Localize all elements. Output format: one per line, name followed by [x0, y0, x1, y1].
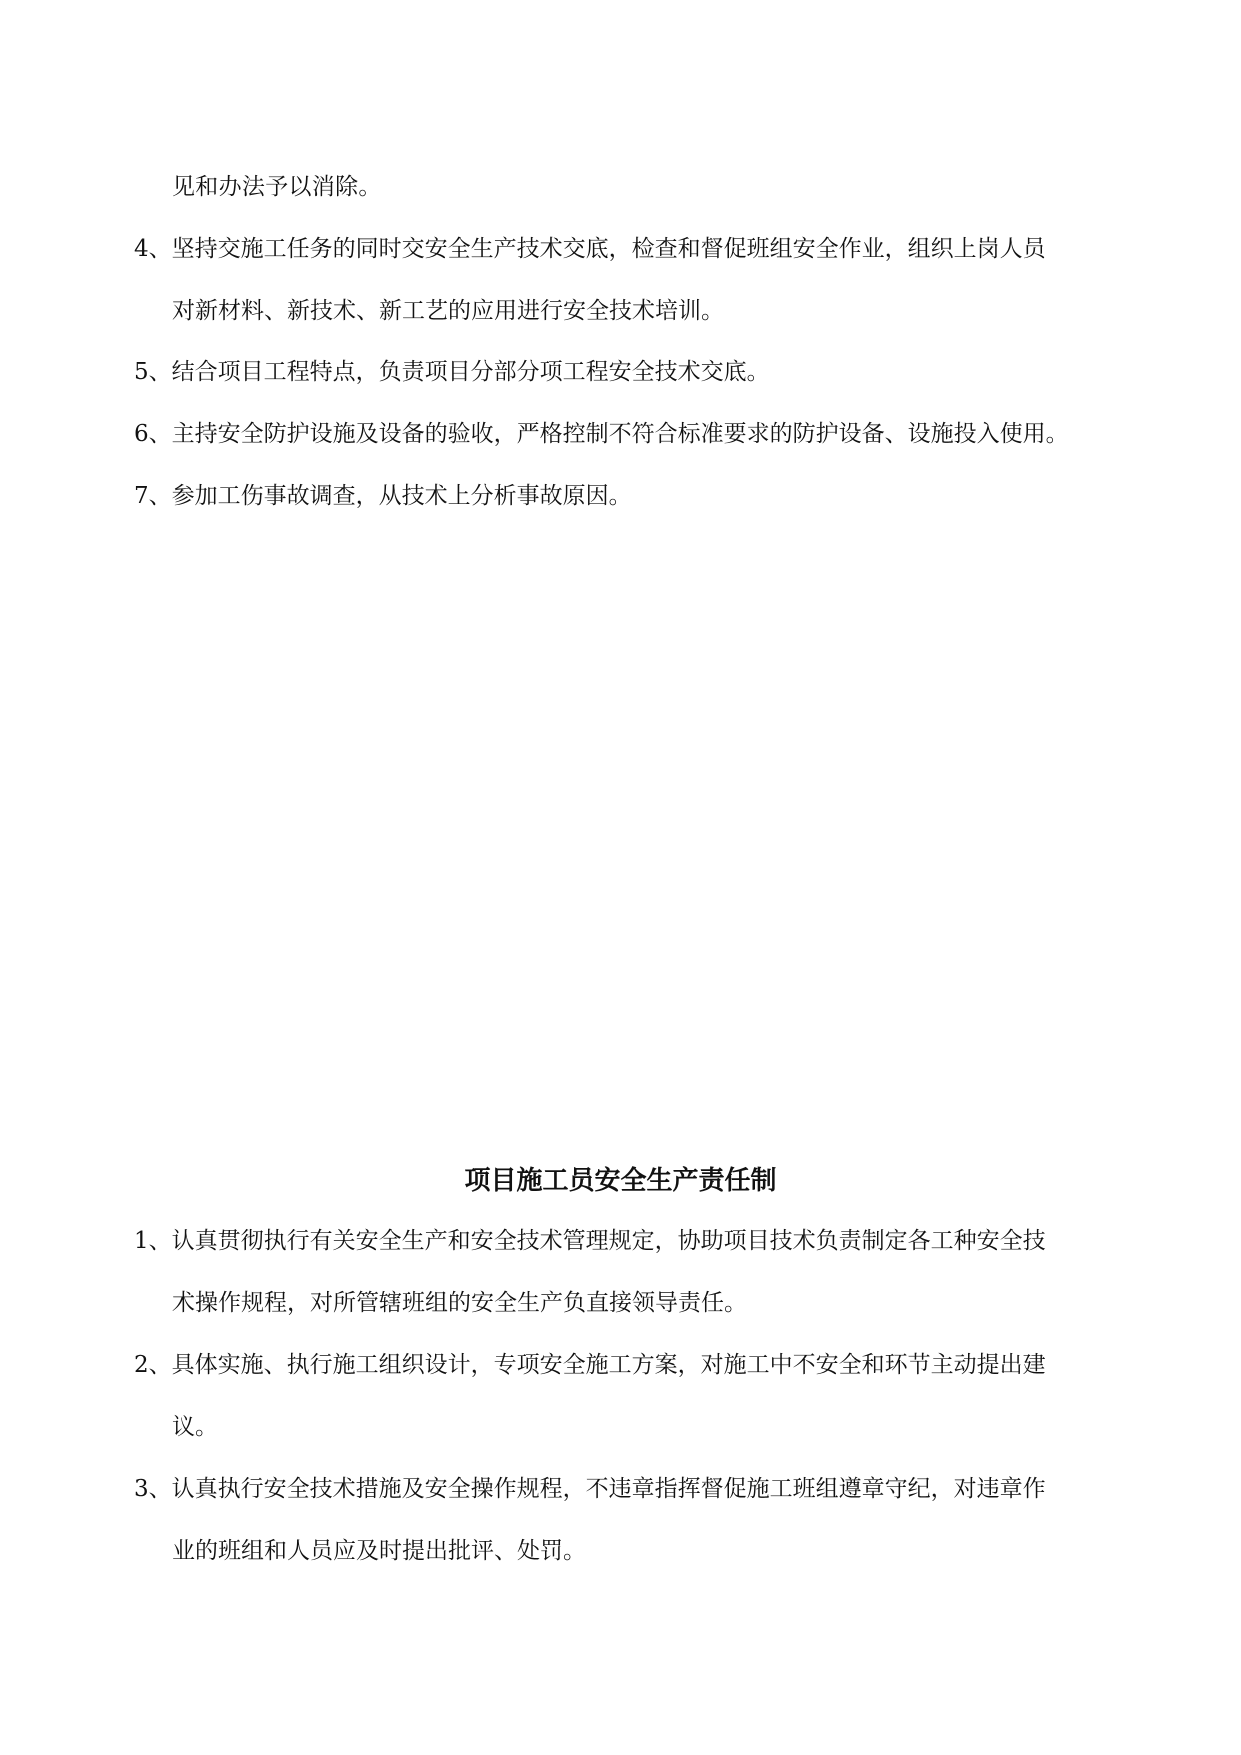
list-item — [134, 234, 1119, 326]
item-continuation: 业的班组和人员应及时提出批评、处罚。 — [172, 1538, 586, 1564]
item-continuation: 对新材料、新技术、新工艺的应用进行安全技术培训。 — [172, 298, 724, 324]
item-number: 7、 — [134, 483, 172, 509]
item-number: 3、 — [134, 1476, 172, 1502]
item-text: 认真执行安全技术措施及安全操作规程，不违章指挥督促施工班组遵章守纪，对违章作 — [171, 1476, 1046, 1502]
list-item — [134, 481, 1119, 511]
item-number: 4、 — [134, 236, 172, 262]
item-text: 参加工伤事故调查，从技术上分析事故原因。 — [171, 483, 632, 509]
list-item — [134, 419, 1119, 449]
item-text: 主持安全防护设施及设备的验收，严格控制不符合标准要求的防护设备、设施投入使用。 — [171, 421, 1069, 447]
item-first-line — [134, 481, 1119, 511]
item-first-line — [134, 357, 1119, 387]
item-text: 坚持交施工任务的同时交安全生产技术交底，检查和督促班组安全作业，组织上岗人员 — [171, 236, 1046, 262]
section-title: 项目施工员安全生产责任制 — [464, 1166, 777, 1196]
item-first-line — [134, 1350, 1119, 1380]
item-continuation: 术操作规程，对所管辖班组的安全生产负直接领导责任。 — [172, 1290, 747, 1316]
item-number: 2、 — [134, 1352, 172, 1378]
list-item — [134, 1350, 1119, 1442]
item-first-line — [134, 419, 1119, 449]
item-first-line — [134, 1226, 1119, 1256]
item-continuation: 议。 — [172, 1414, 218, 1440]
item-number: 5、 — [134, 359, 172, 385]
continuation-text: 见和办法予以消除。 — [172, 174, 382, 200]
item-number: 6、 — [134, 421, 172, 447]
item-first-line — [134, 234, 1119, 264]
item-number: 1、 — [134, 1228, 172, 1254]
list-item — [134, 1474, 1119, 1566]
item-text: 认真贯彻执行有关安全生产和安全技术管理规定，协助项目技术负责制定各工种安全技 — [171, 1228, 1046, 1254]
item-text: 结合项目工程特点，负责项目分部分项工程安全技术交底。 — [171, 359, 770, 385]
item-first-line — [134, 1474, 1119, 1504]
list-item — [134, 357, 1119, 387]
list-item — [134, 1226, 1119, 1318]
item-text: 具体实施、执行施工组织设计，专项安全施工方案，对施工中不安全和环节主动提出建 — [171, 1352, 1046, 1378]
